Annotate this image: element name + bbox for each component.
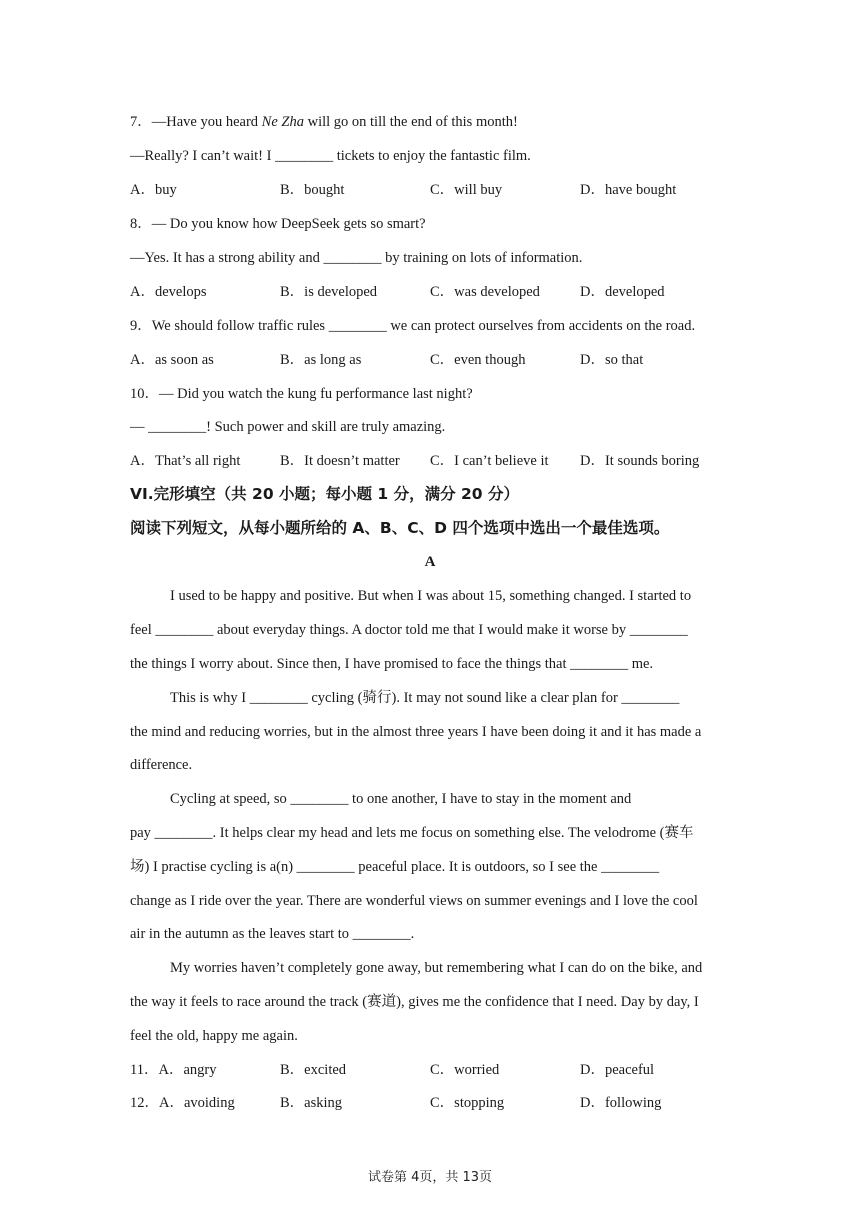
question-10-option-a[interactable]: A．That’s all right (130, 453, 241, 469)
question-7-stem-pre: 7．—Have you heard (130, 114, 262, 130)
question-12-option-b[interactable]: B．asking (280, 1095, 343, 1111)
section-instruction: 阅读下列短文，从每小题所给的 A、B、C、D 四个选项中选出一个最佳选项。 (130, 519, 670, 537)
question-7-option-b[interactable]: B．bought (280, 182, 345, 198)
passage-line: feel ________ about everyday things. A doctor told me that I would make it worse by ________ (130, 622, 688, 638)
question-8-stem: 8．— Do you know how DeepSeek gets so smart? (130, 216, 426, 232)
question-8-response: —Yes. It has a strong ability and ________ by training on lots of information. (130, 250, 583, 266)
question-11-option-d[interactable]: D．peaceful (580, 1062, 655, 1078)
question-10-option-c[interactable]: C．I can’t believe it (430, 453, 549, 469)
question-9-option-d[interactable]: D．so that (580, 352, 644, 368)
question-7-movie-title: Ne Zha (261, 114, 304, 130)
question-12-option-d[interactable]: D．following (580, 1095, 662, 1111)
question-11-option-b[interactable]: B．excited (280, 1062, 347, 1078)
passage-line: air in the autumn as the leaves start to ________. (130, 926, 415, 942)
passage-line: the way it feels to race around the track (赛道), gives me the confidence that I need. Day by day, I (130, 994, 699, 1010)
question-10-option-b[interactable]: B．It doesn’t matter (280, 453, 400, 469)
question-10-stem: 10．— Did you watch the kung fu performance last night? (130, 386, 473, 402)
question-10-response: — ________! Such power and skill are truly amazing. (130, 419, 446, 435)
passage-line: This is why I ________ cycling (骑行). It may not sound like a clear plan for ________ (170, 690, 680, 706)
question-12-option-a-label: A．avoiding (159, 1095, 235, 1111)
question-12-option-a[interactable] (130, 1093, 235, 1113)
question-9-option-a[interactable]: A．as soon as (130, 352, 214, 368)
question-7-option-c[interactable]: C．will buy (430, 182, 503, 198)
passage-line: pay ________. It helps clear my head and lets me focus on something else. The velodrome (赛车 (130, 825, 694, 841)
question-7-stem-post: will go on till the end of this month! (303, 114, 518, 130)
question-7-option-d[interactable]: D．have bought (580, 182, 677, 198)
question-11-option-c[interactable]: C．worried (430, 1062, 500, 1078)
question-9-stem: 9．We should follow traffic rules ________ we can protect ourselves from accidents on the road. (130, 318, 696, 334)
passage-line: change as I ride over the year. There are wonderful views on summer evenings and I love the cool (130, 893, 698, 909)
question-7-stem (130, 112, 518, 132)
passage-label: A (424, 554, 436, 570)
passage-line: Cycling at speed, so ________ to one another, I have to stay in the moment and (170, 791, 632, 807)
question-10-option-d[interactable]: D．It sounds boring (580, 453, 700, 469)
section-title: VI.完形填空（共 20 小题；每小题 1 分，满分 20 分） (130, 485, 519, 503)
passage-line: 场) I practise cycling is a(n) ________ peaceful place. It is outdoors, so I see the ________ (130, 859, 660, 875)
passage-line: difference. (130, 757, 193, 773)
passage-line: I used to be happy and positive. But when I was about 15, something changed. I started to (170, 588, 692, 604)
question-9-option-b[interactable]: B．as long as (280, 352, 362, 368)
question-12-number: 12． (130, 1095, 159, 1111)
question-11-option-a-label: A．angry (158, 1062, 217, 1078)
page-footer: 试卷第 4页，共 13页 (367, 1170, 493, 1185)
question-8-option-a[interactable]: A．develops (130, 284, 207, 300)
question-8-option-c[interactable]: C．was developed (430, 284, 540, 300)
passage-line: the mind and reducing worries, but in the almost three years I have been doing it and it has made a (130, 724, 702, 740)
question-12-option-c[interactable]: C．stopping (430, 1095, 505, 1111)
passage-line: feel the old, happy me again. (130, 1028, 298, 1044)
passage-line: My worries haven’t completely gone away, but remembering what I can do on the bike, and (170, 960, 703, 976)
question-11-number: 11． (130, 1062, 159, 1078)
question-7-response: —Really? I can’t wait! I ________ tickets to enjoy the fantastic film. (130, 148, 531, 164)
question-7-option-a[interactable]: A．buy (130, 182, 177, 198)
question-8-option-b[interactable]: B．is developed (280, 284, 378, 300)
question-11-option-a[interactable] (130, 1060, 216, 1080)
question-8-option-d[interactable]: D．developed (580, 284, 665, 300)
passage-line: the things I worry about. Since then, I have promised to face the things that ________ me. (130, 656, 654, 672)
question-9-option-c[interactable]: C．even though (430, 352, 526, 368)
